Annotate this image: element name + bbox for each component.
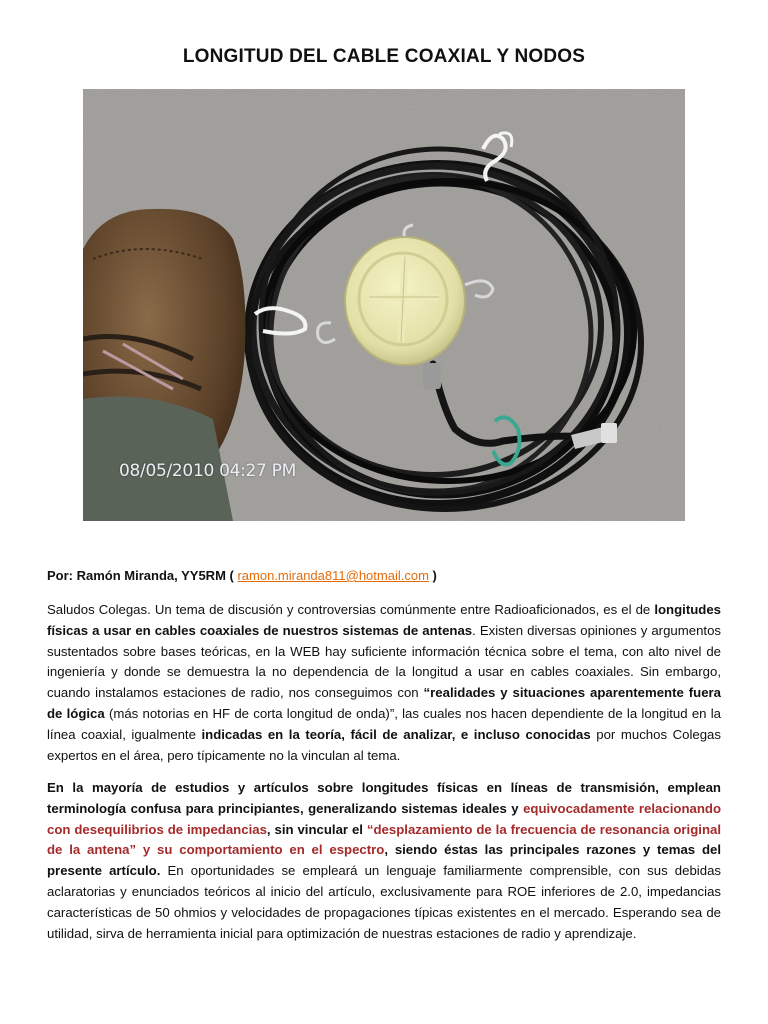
- byline-suffix: ): [432, 568, 437, 583]
- photo-timestamp: 08/05/2010 04:27 PM: [119, 461, 297, 481]
- intro-paragraph: Saludos Colegas. Un tema de discusión y controversias comúnmente entre Radioaficionados, es el de longitudes físicas a usar en cables coaxiales de nuestros sistemas de antenas. Existen diversas opiniones y argumentos sustentados sobre bases teóricas, en la WEB hay suficiente información técnica sobre el tema, con alto nivel de ingeniería y donde se demuestra la no dependencia de la longitud a usar en cables coaxiales. Sin embargo, cuando instalamos estaciones de radio, nos conseguimos con “realidades y situaciones aparentemente fuera de lógica (más notorias en HF de corta longitud de onda)”, las cuales nos hacen dependiente de la longitud en la línea coaxial, igualmente indicadas en la teoría, fácil de analizar, e incluso conocidas por muchos Colegas expertos en el área, pero típicamente no la vinculan al tema.: [47, 602, 721, 763]
- second-paragraph: En la mayoría de estudios y artículos sobre longitudes físicas en líneas de transmisión, emplean terminología confusa para principiantes, generalizando sistemas ideales y equivocadamente relacionando con desequilibrios de impedancias, sin vincular el “desplazamiento de la frecuencia de resonancia original de la antena” y su comportamiento en el espectro, siendo éstas las principales razones y temas del presente artículo. En oportunidades se empleará un lenguaje familiarmente comprensible, con sus debidas aclaratorias y enunciados teóricos al inicio del artículo, exclusivamente para ROE inferiores de 2.0, impedancias características de 50 ohmios y velocidades de propagaciones típicas existentes en el mercado. Esperando sea de utilidad, sirva de herramienta inicial para optimización de nuestras estaciones de radio y aprendizaje.: [47, 780, 722, 941]
- author-email-link[interactable]: ramon.miranda811@hotmail.com: [237, 568, 429, 583]
- document-title: LONGITUD DEL CABLE COAXIAL Y NODOS: [182, 46, 586, 67]
- coax-cable-photo: [83, 89, 685, 521]
- author-name: Por: Ramón Miranda, YY5RM (: [47, 568, 234, 583]
- author-byline: [47, 568, 727, 583]
